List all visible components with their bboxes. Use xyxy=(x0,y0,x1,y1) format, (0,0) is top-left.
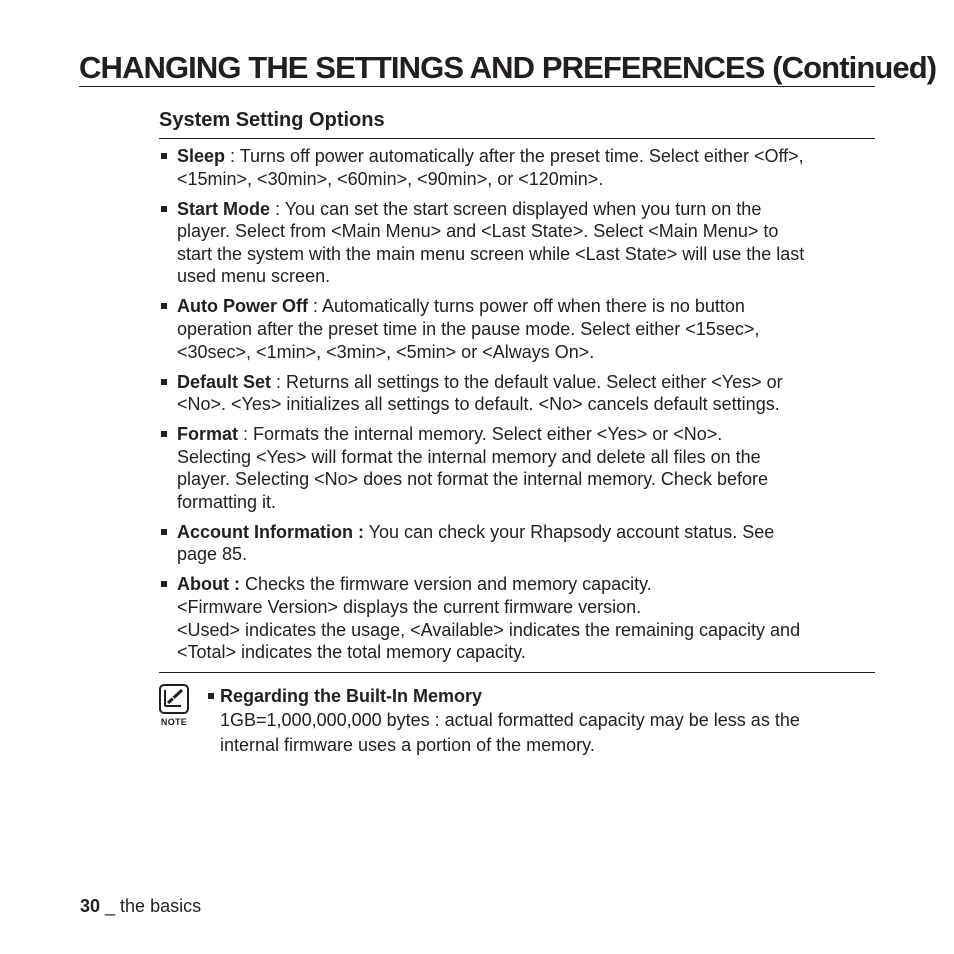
option-text: player. Select from <Main Menu> and <Last State>. Select <Main Menu> to xyxy=(177,221,779,242)
option-text: <No>. <Yes> initializes all settings to default. <No> cancels default settings. xyxy=(177,394,780,415)
section-heading: System Setting Options xyxy=(159,109,385,131)
note-text: 1GB=1,000,000,000 bytes : actual formatted capacity may be less as the xyxy=(220,710,800,730)
option-term: Sleep xyxy=(177,146,226,166)
option-text: Checks the firmware version and memory capacity. xyxy=(239,574,652,595)
option-format xyxy=(159,423,875,513)
option-text: : Automatically turns power off when there is no button xyxy=(308,296,745,317)
option-text: page 85. xyxy=(177,544,248,565)
option-text: formatting it. xyxy=(177,491,277,512)
option-term: Format xyxy=(177,424,239,445)
option-text: <30sec>, <1min>, <3min>, <5min> or <Always On>. xyxy=(177,341,595,362)
note-label: NOTE xyxy=(160,717,188,727)
option-term: Default Set xyxy=(177,371,272,392)
note-body xyxy=(220,708,875,758)
note-pencil-icon xyxy=(159,684,189,714)
option-text: player. Selecting <No> does not format the internal memory. Check before xyxy=(177,469,768,490)
option-text: : You can set the start screen displayed when you turn on the xyxy=(270,198,762,219)
note-heading-text: Regarding the Built-In Memory xyxy=(220,686,483,706)
option-text: <Firmware Version> displays the current firmware version. xyxy=(177,597,642,618)
square-bullet-icon xyxy=(161,303,167,309)
option-text: : Returns all settings to the default value. Select either <Yes> or xyxy=(271,371,783,392)
option-text: start the system with the main menu screen while <Last State> will use the last xyxy=(177,243,805,264)
square-bullet-icon xyxy=(208,693,214,699)
option-text: operation after the preset time in the pause mode. Select either <15sec>, xyxy=(177,318,760,339)
square-bullet-icon xyxy=(161,206,167,212)
option-text: <15min>, <30min>, <60min>, <90min>, or <120min>. xyxy=(177,168,604,189)
note-text: internal firmware uses a portion of the memory. xyxy=(220,735,595,755)
page-number: 30 xyxy=(80,896,101,916)
option-text: : Formats the internal memory. Select either <Yes> or <No>. xyxy=(238,424,723,445)
page-title: CHANGING THE SETTINGS AND PREFERENCES (Continued) xyxy=(79,50,937,85)
option-about xyxy=(159,573,875,663)
option-text: used menu screen. xyxy=(177,266,331,287)
square-bullet-icon xyxy=(161,153,167,159)
option-account-information xyxy=(159,521,875,566)
note-heading xyxy=(208,684,482,708)
option-term: About : xyxy=(177,574,240,595)
option-auto-power-off xyxy=(159,295,875,363)
section-divider xyxy=(159,138,875,139)
square-bullet-icon xyxy=(161,379,167,385)
square-bullet-icon xyxy=(161,431,167,437)
option-text: You can check your Rhapsody account status. See xyxy=(364,521,775,542)
option-text: <Used> indicates the usage, <Available> indicates the remaining capacity and xyxy=(177,619,801,640)
title-divider xyxy=(79,86,875,87)
footer-section-name: _ the basics xyxy=(100,896,202,916)
option-term: Account Information : xyxy=(177,521,364,542)
square-bullet-icon xyxy=(161,529,167,535)
square-bullet-icon xyxy=(161,581,167,587)
option-text: Selecting <Yes> will format the internal memory and delete all files on the xyxy=(177,446,761,467)
option-term: Auto Power Off xyxy=(177,296,308,317)
note-divider xyxy=(159,672,875,673)
option-default-set xyxy=(159,371,875,416)
option-term: Start Mode xyxy=(177,198,271,219)
option-sleep xyxy=(159,145,875,190)
option-text: <Total> indicates the total memory capacity. xyxy=(177,642,526,663)
page-footer xyxy=(80,894,201,918)
option-text: : Turns off power automatically after the preset time. Select either <Off>, xyxy=(225,146,804,166)
options-list xyxy=(159,145,875,671)
option-start-mode xyxy=(159,198,875,288)
